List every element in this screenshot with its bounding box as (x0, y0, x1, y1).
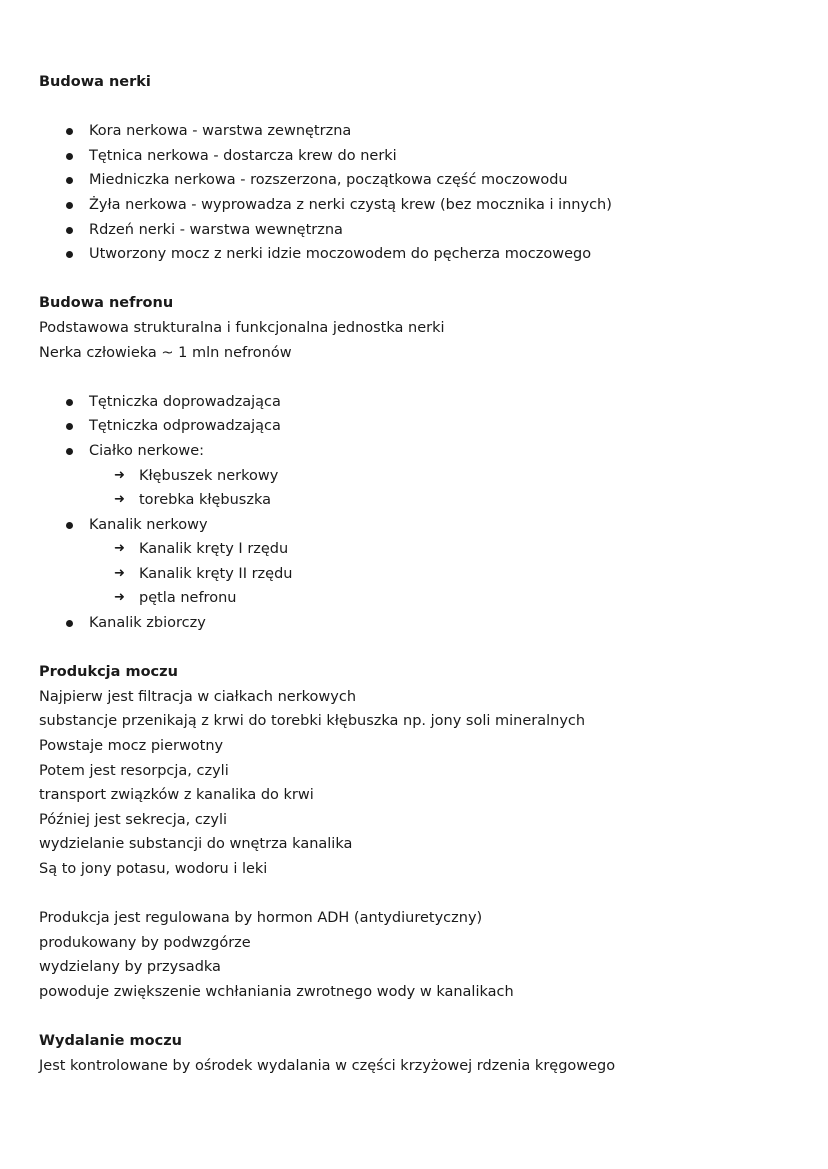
list-item: Utworzony mocz z nerki idzie moczowodem do pęcherza moczowego (39, 242, 808, 267)
paragraph-line: wydzielany by przysadka (39, 959, 221, 976)
bullet-icon (66, 399, 73, 406)
sublist-item: ➜ Kłębuszek nerkowy (89, 464, 808, 489)
paragraph-line: Powstaje mocz pierwotny (39, 738, 224, 755)
arrow-right-icon: ➜ (114, 541, 125, 557)
list-item: Rdzeń nerki - warstwa wewnętrzna (39, 218, 808, 243)
heading-wydalanie-moczu: Wydalanie moczu (39, 1033, 182, 1050)
paragraph-line: Potem jest resorpcja, czyli (39, 762, 229, 779)
sublist-item: ➜ Kanalik kręty I rzędu (89, 537, 808, 562)
nephron-structure-list-end (39, 611, 808, 636)
bullet-icon (66, 177, 73, 184)
paragraph-line: Produkcja jest regulowana by hormon ADH (antydiuretyczny) (39, 910, 483, 927)
paragraph-line: produkowany by podwzgórze (39, 934, 251, 951)
heading-produkcja-moczu: Produkcja moczu (39, 664, 178, 681)
list-item: Miedniczka nerkowa - rozszerzona, początkowa część moczowodu (39, 168, 808, 193)
sublist-item: ➜ Kanalik kręty II rzędu (89, 562, 808, 587)
bullet-icon (66, 227, 73, 234)
bullet-icon (66, 251, 73, 258)
paragraph-line: Nerka człowieka ~ 1 mln nefronów (39, 344, 292, 361)
list-item: Tętniczka doprowadzająca (39, 390, 808, 415)
paragraph-line: Później jest sekrecja, czyli (39, 811, 228, 828)
sublist-item: ➜ pętla nefronu (89, 586, 808, 611)
paragraph-line: powoduje zwiększenie wchłaniania zwrotnego wody w kanalikach (39, 983, 514, 1000)
nephron-structure-list (39, 390, 808, 464)
list-item: Tętniczka odprowadzająca (39, 414, 808, 439)
list-item: Kora nerkowa - warstwa zewnętrzna (39, 119, 808, 144)
arrow-right-icon: ➜ (114, 565, 125, 581)
bullet-icon (66, 522, 73, 529)
paragraph-line: Są to jony potasu, wodoru i leki (39, 861, 268, 877)
kidney-structure-list (39, 119, 808, 267)
paragraph-line: Najpierw jest filtracja w ciałkach nerkowych (39, 688, 357, 705)
list-item: Tętnica nerkowa - dostarcza krew do nerki (39, 144, 808, 169)
arrow-right-icon: ➜ (114, 467, 125, 483)
heading-budowa-nefronu: Budowa nefronu (39, 295, 174, 312)
renal-tubule-sublist (39, 537, 808, 611)
bullet-icon (66, 620, 73, 627)
sublist-item: ➜ torebka kłębuszka (89, 488, 808, 513)
bullet-icon (66, 448, 73, 455)
renal-corpuscle-sublist (39, 464, 808, 513)
paragraph-line: Jest kontrolowane by ośrodek wydalania w części krzyżowej rdzenia kręgowego (39, 1057, 616, 1074)
bullet-icon (66, 153, 73, 160)
list-item: Żyła nerkowa - wyprowadza z nerki czystą krew (bez mocznika i innych) (39, 193, 808, 218)
list-item: Kanalik zbiorczy (39, 611, 808, 636)
nephron-structure-list-cont (39, 513, 808, 538)
paragraph-line: Podstawowa strukturalna i funkcjonalna jednostka nerki (39, 319, 445, 336)
heading-budowa-nerki: Budowa nerki (39, 74, 151, 90)
bullet-icon (66, 423, 73, 430)
arrow-right-icon: ➜ (114, 590, 125, 606)
arrow-right-icon: ➜ (114, 492, 125, 508)
list-item: Kanalik nerkowy (39, 513, 808, 538)
paragraph-line: substancje przenikają z krwi do torebki kłębuszka np. jony soli mineralnych (39, 713, 586, 730)
paragraph-line: transport związków z kanalika do krwi (39, 787, 314, 804)
bullet-icon (66, 128, 73, 135)
paragraph-line: wydzielanie substancji do wnętrza kanalika (39, 836, 353, 853)
list-item: Ciałko nerkowe: (39, 439, 808, 464)
bullet-icon (66, 202, 73, 209)
document-page (39, 70, 808, 1078)
